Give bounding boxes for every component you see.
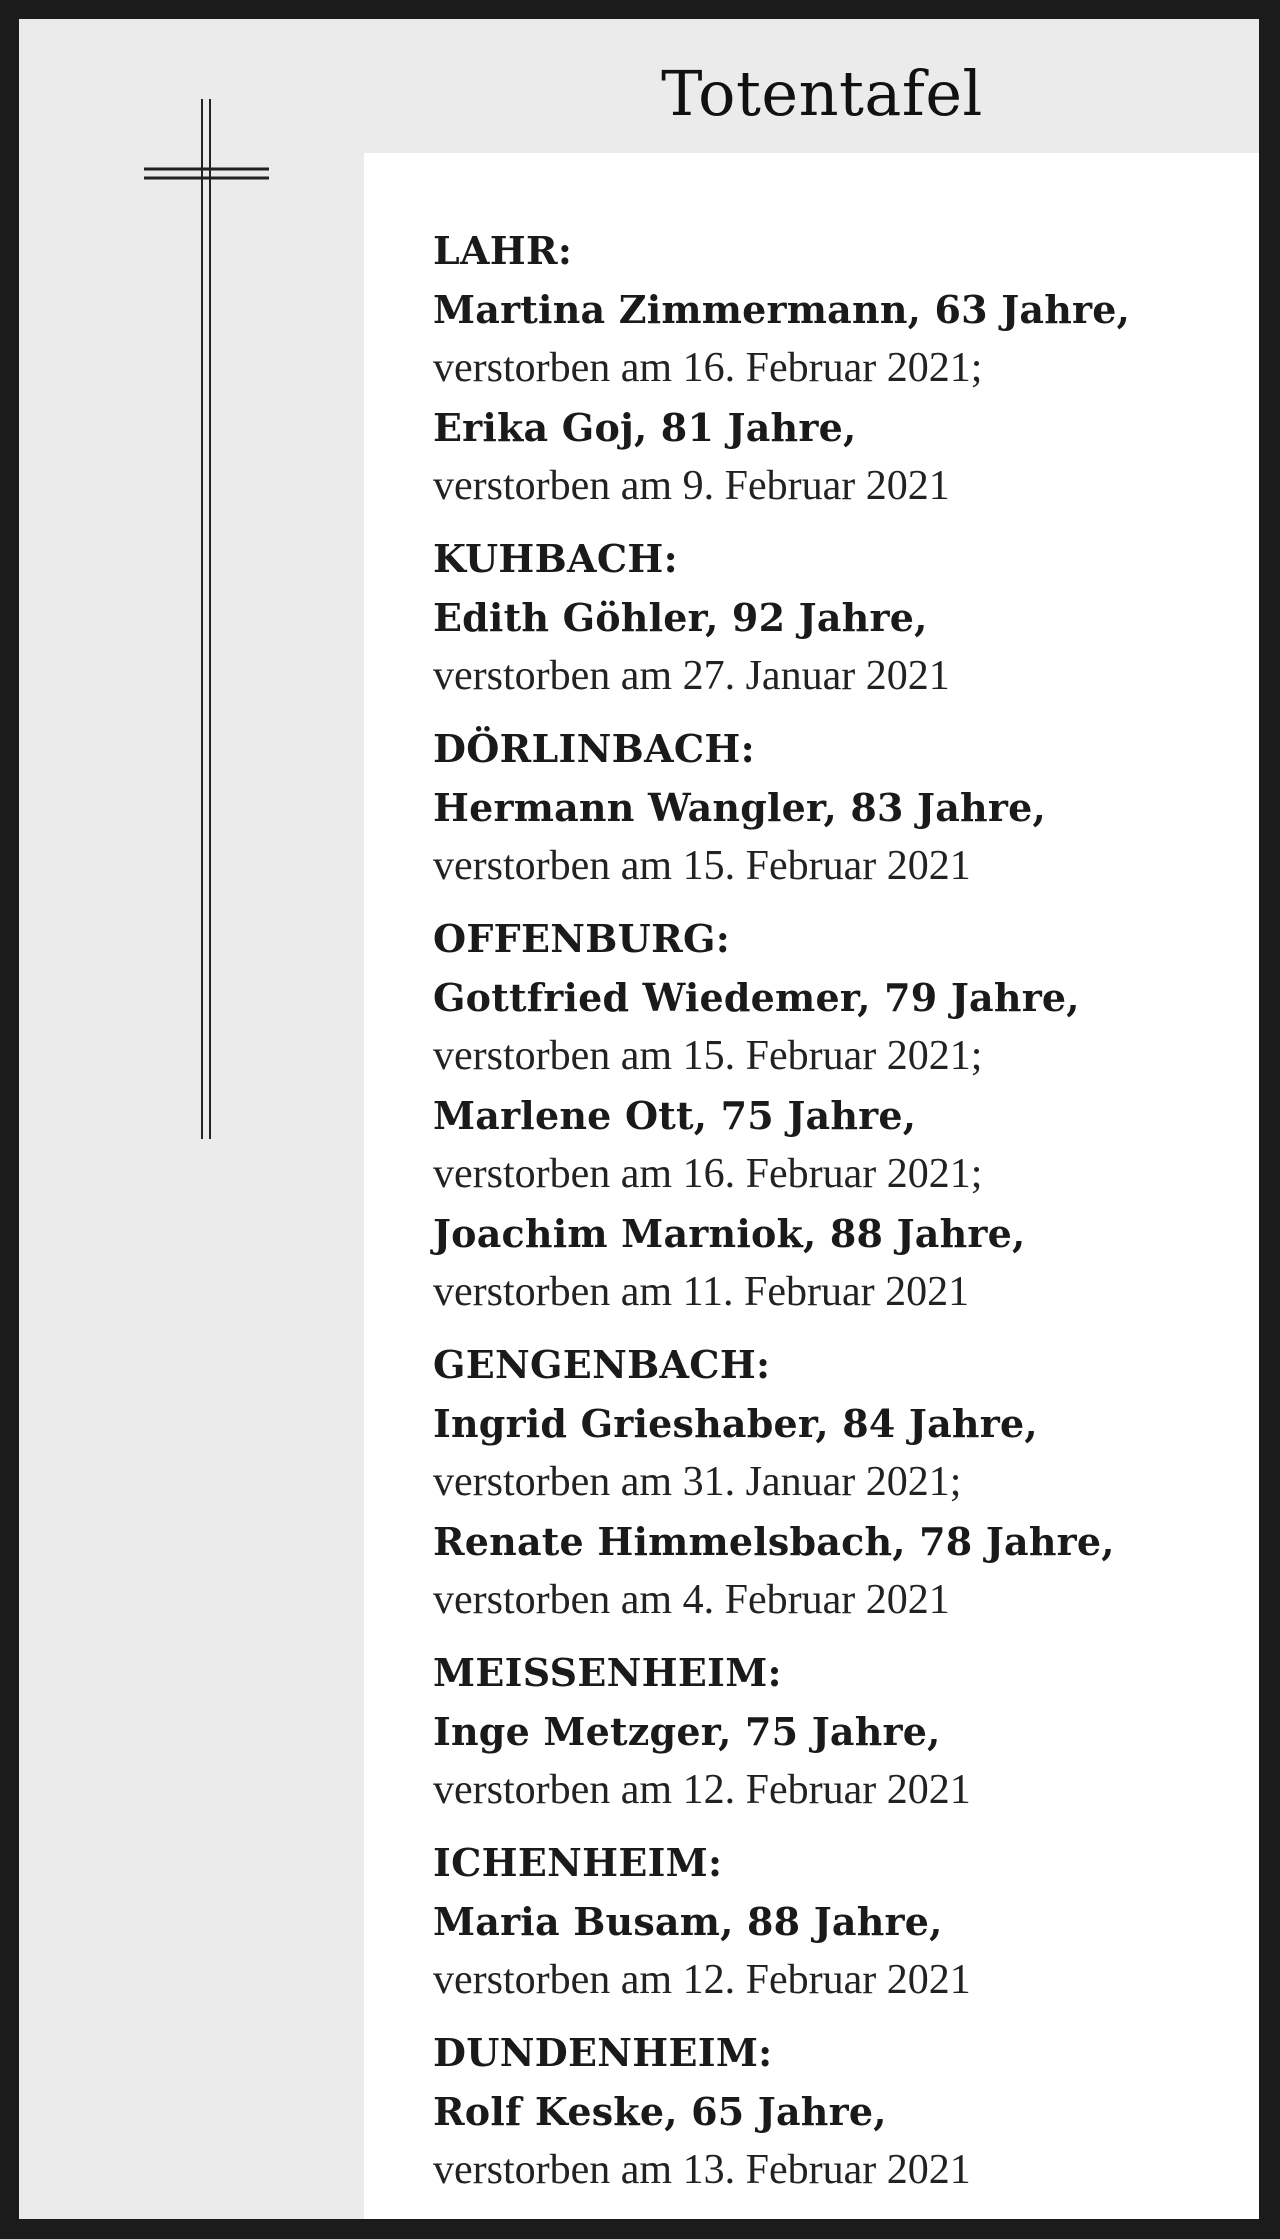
deceased-name: Ingrid Grieshaber, 84 Jahre, <box>433 1401 1038 1446</box>
place-group <box>433 529 1233 706</box>
obituary-content <box>364 153 1259 2219</box>
death-date: verstorben am 31. Januar 2021; <box>433 1459 962 1505</box>
obituary-entry <box>433 1512 1233 1630</box>
death-date: verstorben am 15. Februar 2021 <box>433 843 971 889</box>
death-date: verstorben am 16. Februar 2021; <box>433 1151 983 1197</box>
place-heading: KUHBACH: <box>433 536 678 581</box>
deceased-name: Joachim Marniok, 88 Jahre, <box>433 1211 1026 1256</box>
death-date: verstorben am 13. Februar 2021 <box>433 2147 971 2193</box>
deceased-name: Maria Busam, 88 Jahre, <box>433 1899 943 1944</box>
place-heading: DUNDENHEIM: <box>433 2030 773 2075</box>
death-date: verstorben am 11. Februar 2021 <box>433 1269 970 1315</box>
death-date: verstorben am 4. Februar 2021 <box>433 1577 950 1623</box>
place-group <box>433 1643 1233 1820</box>
death-date: verstorben am 27. Januar 2021 <box>433 653 950 699</box>
obituary-entry <box>433 398 1233 516</box>
obituary-entry <box>433 968 1233 1086</box>
obituary-entry <box>433 1086 1233 1204</box>
cross-icon <box>119 79 269 1139</box>
place-group <box>433 719 1233 896</box>
place-heading: OFFENBURG: <box>433 916 731 961</box>
page-title: Totentafel <box>661 57 983 130</box>
deceased-name: Inge Metzger, 75 Jahre, <box>433 1709 941 1754</box>
obituary-entry <box>433 588 1233 706</box>
obituary-entry <box>433 1892 1233 2010</box>
obituary-entry <box>433 280 1233 398</box>
deceased-name: Edith Göhler, 92 Jahre, <box>433 595 928 640</box>
death-date: verstorben am 9. Februar 2021 <box>433 463 950 509</box>
deceased-name: Renate Himmelsbach, 78 Jahre, <box>433 1519 1115 1564</box>
place-group <box>433 909 1233 1322</box>
obituary-entry <box>433 1702 1233 1820</box>
death-date: verstorben am 15. Februar 2021; <box>433 1033 983 1079</box>
obituary-entry <box>433 2082 1233 2200</box>
deceased-name: Gottfried Wiedemer, 79 Jahre, <box>433 975 1080 1020</box>
place-group <box>433 1335 1233 1630</box>
death-date: verstorben am 12. Februar 2021 <box>433 1767 971 1813</box>
place-heading: DÖRLINBACH: <box>433 726 755 771</box>
obituary-entry <box>433 778 1233 896</box>
deceased-name: Erika Goj, 81 Jahre, <box>433 405 857 450</box>
deceased-name: Marlene Ott, 75 Jahre, <box>433 1093 917 1138</box>
place-group <box>433 2023 1233 2200</box>
place-group <box>433 1833 1233 2010</box>
obituary-entry <box>433 1204 1233 1322</box>
place-heading: ICHENHEIM: <box>433 1840 723 1885</box>
deceased-name: Rolf Keske, 65 Jahre, <box>433 2089 887 2134</box>
obituary-panel <box>19 19 1259 2219</box>
place-heading: GENGENBACH: <box>433 1342 771 1387</box>
death-date: verstorben am 12. Februar 2021 <box>433 1957 971 2003</box>
place-heading: LAHR: <box>433 228 573 273</box>
obituary-list <box>433 221 1233 2213</box>
place-heading: MEISSENHEIM: <box>433 1650 782 1695</box>
death-date: verstorben am 16. Februar 2021; <box>433 345 983 391</box>
deceased-name: Hermann Wangler, 83 Jahre, <box>433 785 1046 830</box>
deceased-name: Martina Zimmermann, 63 Jahre, <box>433 287 1131 332</box>
obituary-entry <box>433 1394 1233 1512</box>
place-group <box>433 221 1233 516</box>
